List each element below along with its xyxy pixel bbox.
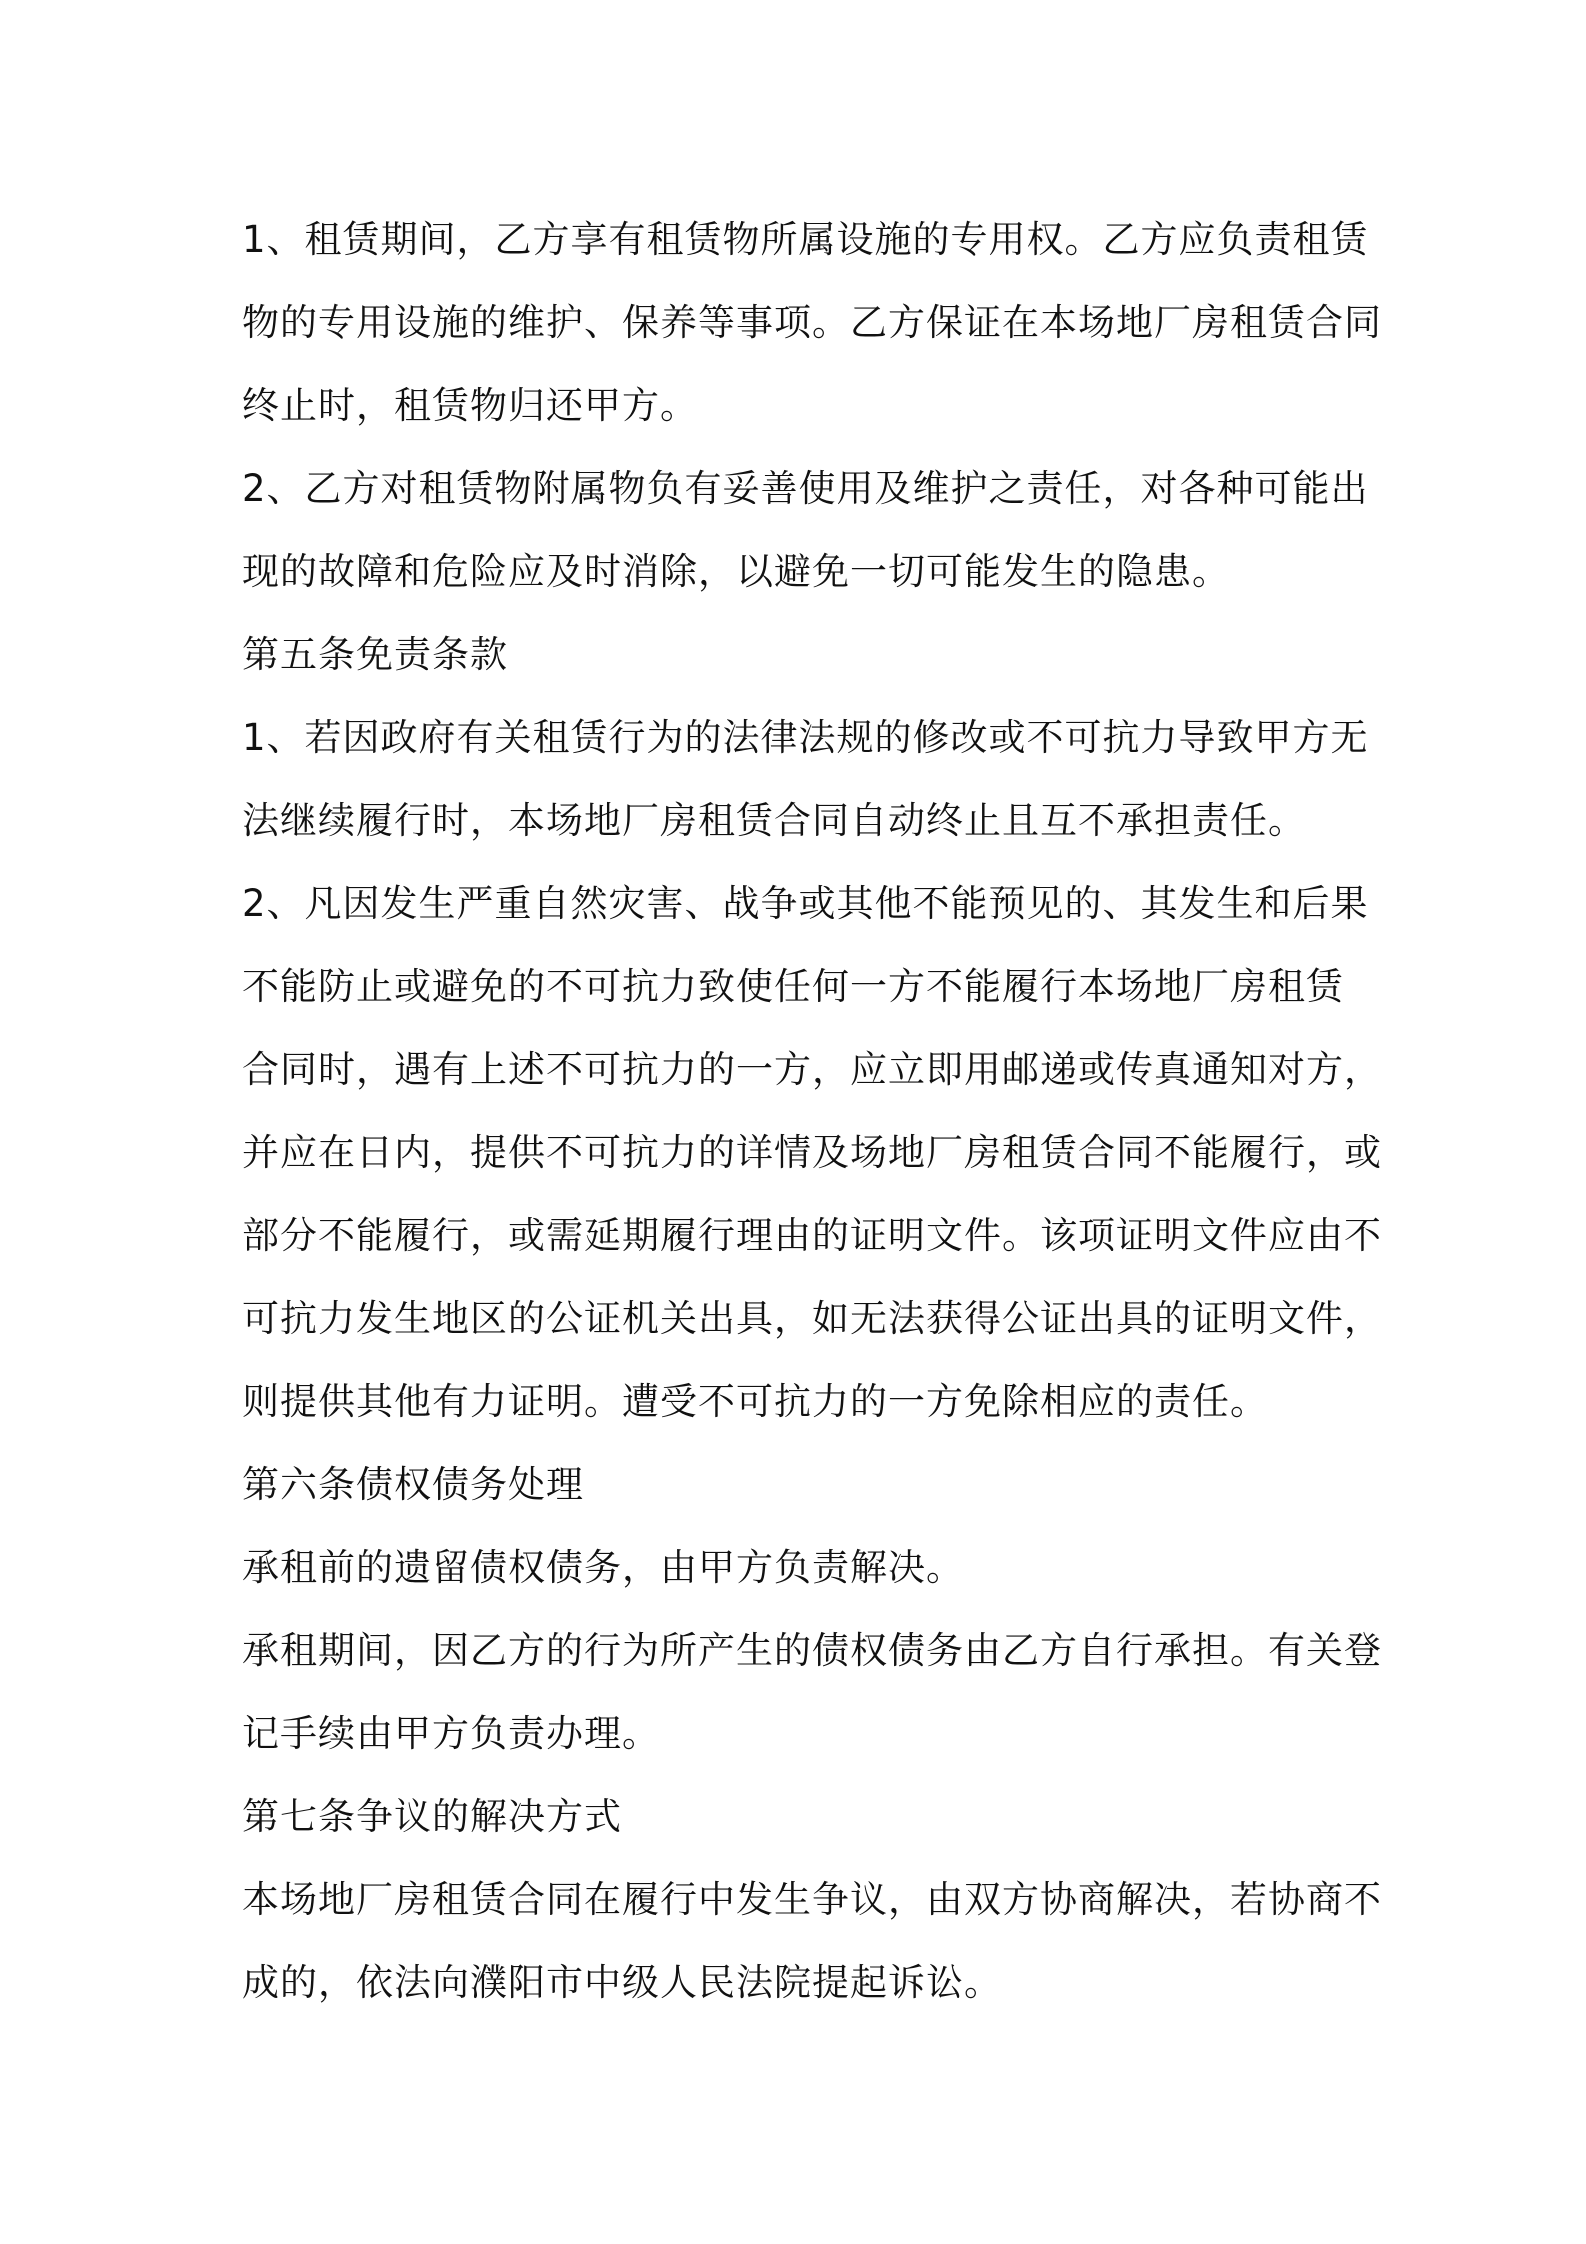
text-line: 合同时，遇有上述不可抗力的一方，应立即用邮递或传真通知对方，	[242, 1048, 1382, 1091]
section-heading: 第六条债权债务处理	[242, 1463, 584, 1506]
text-line: 2、凡因发生严重自然灾害、战争或其他不能预见的、其发生和后果	[242, 882, 1369, 925]
text-line: 部分不能履行，或需延期履行理由的证明文件。该项证明文件应由不	[242, 1214, 1382, 1257]
text-line: 成的，依法向濮阳市中级人民法院提起诉讼。	[242, 1961, 1002, 2004]
clause-paragraph	[242, 862, 1382, 1443]
text-line: 法继续履行时，本场地厂房租赁合同自动终止且互不承担责任。	[242, 799, 1306, 842]
text-line: 承租期间，因乙方的行为所产生的债权债务由乙方自行承担。有关登	[242, 1629, 1382, 1672]
text-line: 并应在日内，提供不可抗力的详情及场地厂房租赁合同不能履行，或	[242, 1131, 1382, 1174]
clause-paragraph	[242, 1858, 1382, 2024]
clause-paragraph	[242, 1609, 1382, 1775]
text-line: 物的专用设施的维护、保养等事项。乙方保证在本场地厂房租赁合同	[242, 301, 1382, 344]
text-line: 可抗力发生地区的公证机关出具，如无法获得公证出具的证明文件，	[242, 1297, 1382, 1340]
clause-paragraph	[242, 696, 1369, 862]
text-line: 1、若因政府有关租赁行为的法律法规的修改或不可抗力导致甲方无	[242, 716, 1369, 759]
text-line: 不能防止或避免的不可抗力致使任何一方不能履行本场地厂房租赁	[242, 965, 1344, 1008]
document-body	[242, 198, 1382, 2024]
clause-paragraph	[242, 447, 1369, 613]
text-line: 1、租赁期间，乙方享有租赁物所属设施的专用权。乙方应负责租赁	[242, 218, 1369, 261]
text-line: 承租前的遗留债权债务，由甲方负责解决。	[242, 1546, 964, 1589]
text-line: 终止时，租赁物归还甲方。	[242, 384, 698, 427]
clause-paragraph	[242, 198, 1382, 447]
text-line: 现的故障和危险应及时消除，以避免一切可能发生的隐患。	[242, 550, 1230, 593]
text-line: 本场地厂房租赁合同在履行中发生争议，由双方协商解决，若协商不	[242, 1878, 1382, 1921]
section-heading: 第五条免责条款	[242, 633, 508, 676]
text-line: 则提供其他有力证明。遭受不可抗力的一方免除相应的责任。	[242, 1380, 1268, 1423]
section-heading: 第七条争议的解决方式	[242, 1795, 622, 1838]
text-line: 记手续由甲方负责办理。	[242, 1712, 660, 1755]
text-line: 2、乙方对租赁物附属物负有妥善使用及维护之责任，对各种可能出	[242, 467, 1369, 510]
clause-paragraph	[242, 1526, 1362, 1609]
